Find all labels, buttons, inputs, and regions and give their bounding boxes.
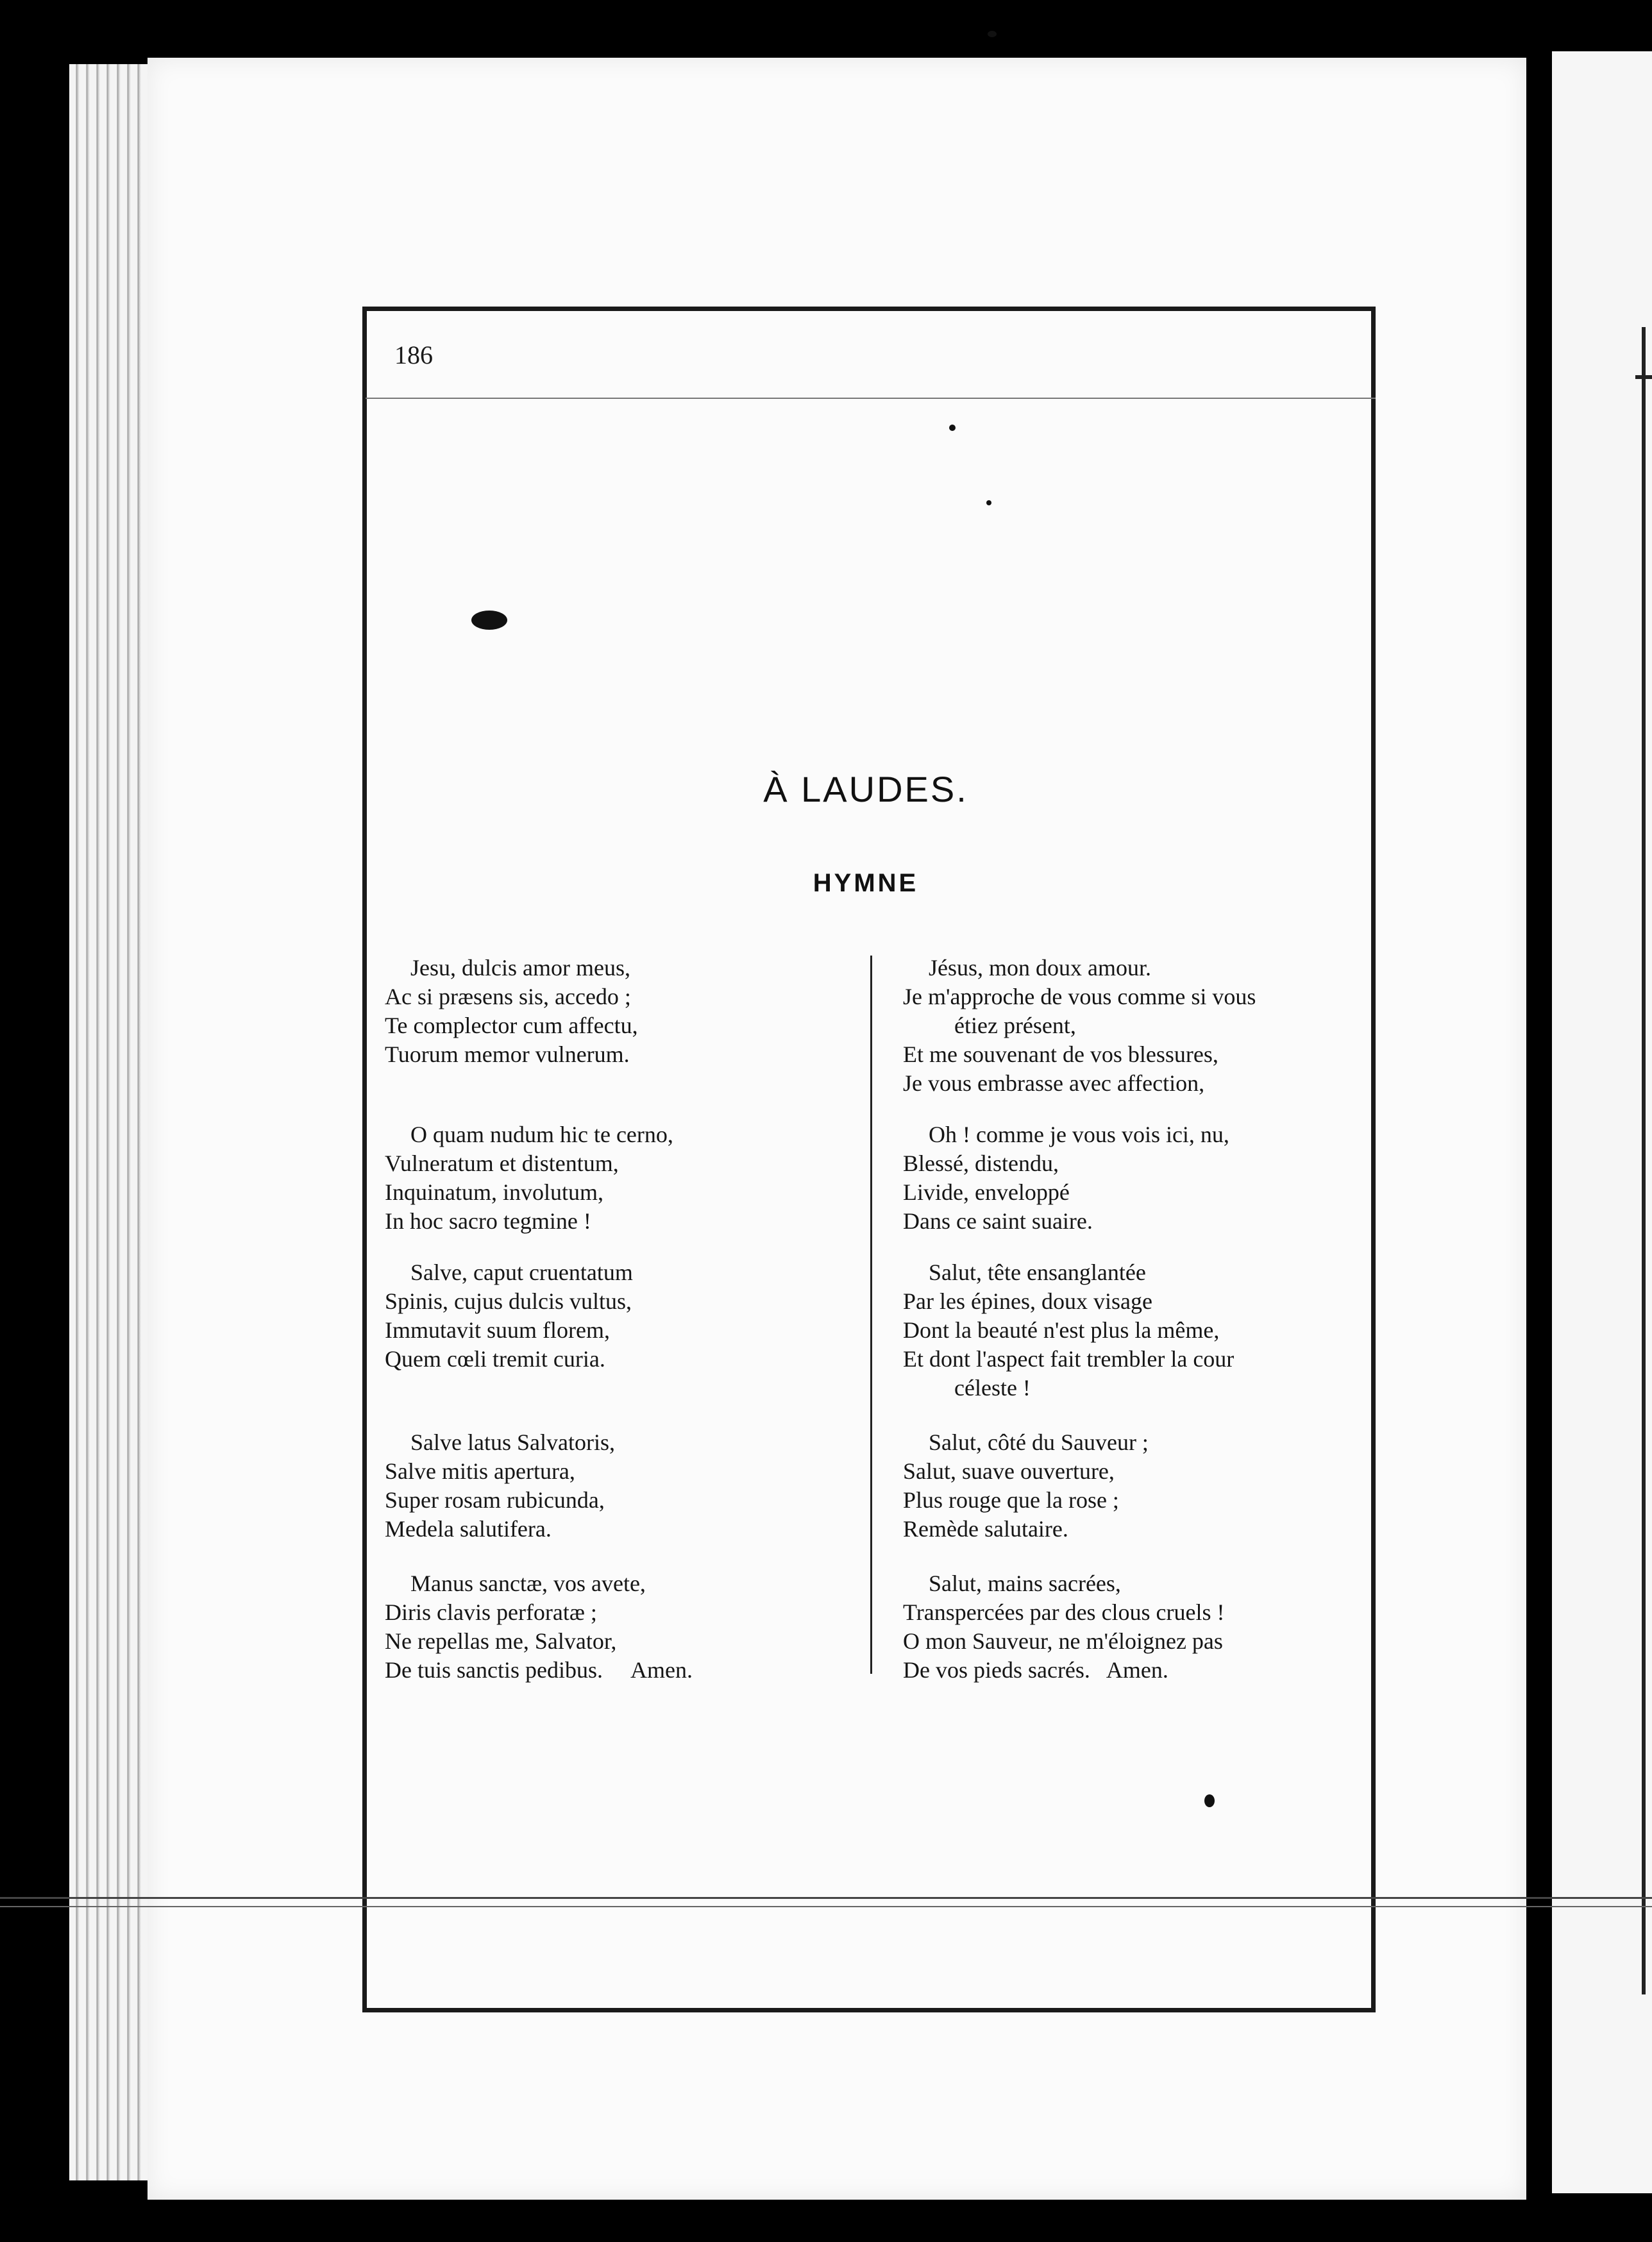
- scan-line: [0, 1897, 1652, 1899]
- verse-line: Salut, tête ensanglantée: [929, 1260, 1146, 1285]
- verse-line: Salve mitis apertura,: [385, 1458, 575, 1484]
- latin-stanza-5: [385, 1569, 693, 1685]
- verse-line: Je vous embrasse avec affection,: [903, 1070, 1205, 1096]
- verse-line: Et dont l'aspect fait trembler la cour: [903, 1346, 1235, 1372]
- verse-line: Transpercées par des clous cruels !: [903, 1599, 1225, 1625]
- facing-page-frame-line: [1642, 327, 1646, 1994]
- verse-line: Dont la beauté n'est plus la même,: [903, 1317, 1220, 1343]
- latin-stanza-1: [385, 954, 638, 1069]
- verse-line: Salut, suave ouverture,: [903, 1458, 1115, 1484]
- verse-line: Tuorum memor vulnerum.: [385, 1041, 630, 1067]
- ink-speck: [986, 500, 991, 505]
- page-title: À LAUDES.: [763, 769, 968, 809]
- verse-line: Livide, enveloppé: [903, 1179, 1070, 1205]
- verse-line: Et me souvenant de vos blessures,: [903, 1041, 1218, 1067]
- verse-line: Salut, mains sacrées,: [929, 1571, 1121, 1596]
- verse-line: Jésus, mon doux amour.: [929, 955, 1151, 981]
- verse-line: Oh ! comme je vous vois ici, nu,: [929, 1122, 1229, 1147]
- verse-line: Blessé, distendu,: [903, 1150, 1059, 1176]
- verse-line: O quam nudum hic te cerno,: [410, 1122, 673, 1147]
- verse-line: Diris clavis perforatæ ;: [385, 1599, 597, 1625]
- verse-line: Spinis, cujus dulcis vultus,: [385, 1288, 632, 1314]
- verse-line: Vulneratum et distentum,: [385, 1150, 619, 1176]
- verse-line: Medela salutifera.: [385, 1516, 552, 1542]
- verse-line: Ac si præsens sis, accedo ;: [385, 984, 631, 1009]
- column-divider: [870, 956, 872, 1674]
- latin-stanza-2: [385, 1120, 673, 1236]
- verse-line: Quem cœli tremit curia.: [385, 1346, 605, 1372]
- section-subtitle: HYMNE: [813, 869, 919, 897]
- latin-stanza-3: [385, 1258, 633, 1374]
- header-rule: [366, 398, 1376, 399]
- verse-line: Immutavit suum florem,: [385, 1317, 610, 1343]
- ink-speck: [949, 425, 956, 431]
- verse-line: Manus sanctæ, vos avete,: [410, 1571, 646, 1596]
- verse-line: Je m'approche de vous comme si vous: [903, 984, 1256, 1009]
- french-stanza-3: [903, 1258, 1234, 1403]
- facing-page-edge: [1552, 51, 1652, 2193]
- verse-line: Salut, côté du Sauveur ;: [929, 1429, 1149, 1455]
- verse-line: céleste !: [954, 1375, 1031, 1401]
- verse-line: Jesu, dulcis amor meus,: [410, 955, 630, 981]
- latin-stanza-4: [385, 1428, 615, 1544]
- verse-line: O mon Sauveur, ne m'éloignez pas: [903, 1628, 1223, 1654]
- verse-line: De vos pieds sacrés. Amen.: [903, 1657, 1168, 1683]
- page-number: 186: [394, 341, 433, 369]
- verse-line: Super rosam rubicunda,: [385, 1487, 605, 1513]
- verse-line: Inquinatum, involutum,: [385, 1179, 603, 1205]
- ink-speck: [1204, 1794, 1215, 1807]
- french-stanza-4: [903, 1428, 1149, 1544]
- verse-line: Remède salutaire.: [903, 1516, 1068, 1542]
- verse-line: Salve latus Salvatoris,: [410, 1429, 615, 1455]
- verse-line: Plus rouge que la rose ;: [903, 1487, 1119, 1513]
- verse-line: Te complector cum affectu,: [385, 1013, 638, 1038]
- ink-blot: [471, 611, 507, 630]
- ink-speck: [988, 31, 997, 37]
- facing-page-frame-corner: [1635, 375, 1652, 379]
- verse-line: De tuis sanctis pedibus. Amen.: [385, 1657, 693, 1683]
- verse-line: Dans ce saint suaire.: [903, 1208, 1093, 1234]
- verse-line: Salve, caput cruentatum: [410, 1260, 633, 1285]
- verse-line: étiez présent,: [954, 1013, 1076, 1038]
- scan-line: [0, 1906, 1652, 1907]
- french-stanza-5: [903, 1569, 1225, 1685]
- verse-line: Par les épines, doux visage: [903, 1288, 1152, 1314]
- french-stanza-1: [903, 954, 1256, 1098]
- verse-line: Ne repellas me, Salvator,: [385, 1628, 617, 1654]
- french-stanza-2: [903, 1120, 1229, 1236]
- verse-line: In hoc sacro tegmine !: [385, 1208, 591, 1234]
- book-page-edges: [69, 64, 153, 2180]
